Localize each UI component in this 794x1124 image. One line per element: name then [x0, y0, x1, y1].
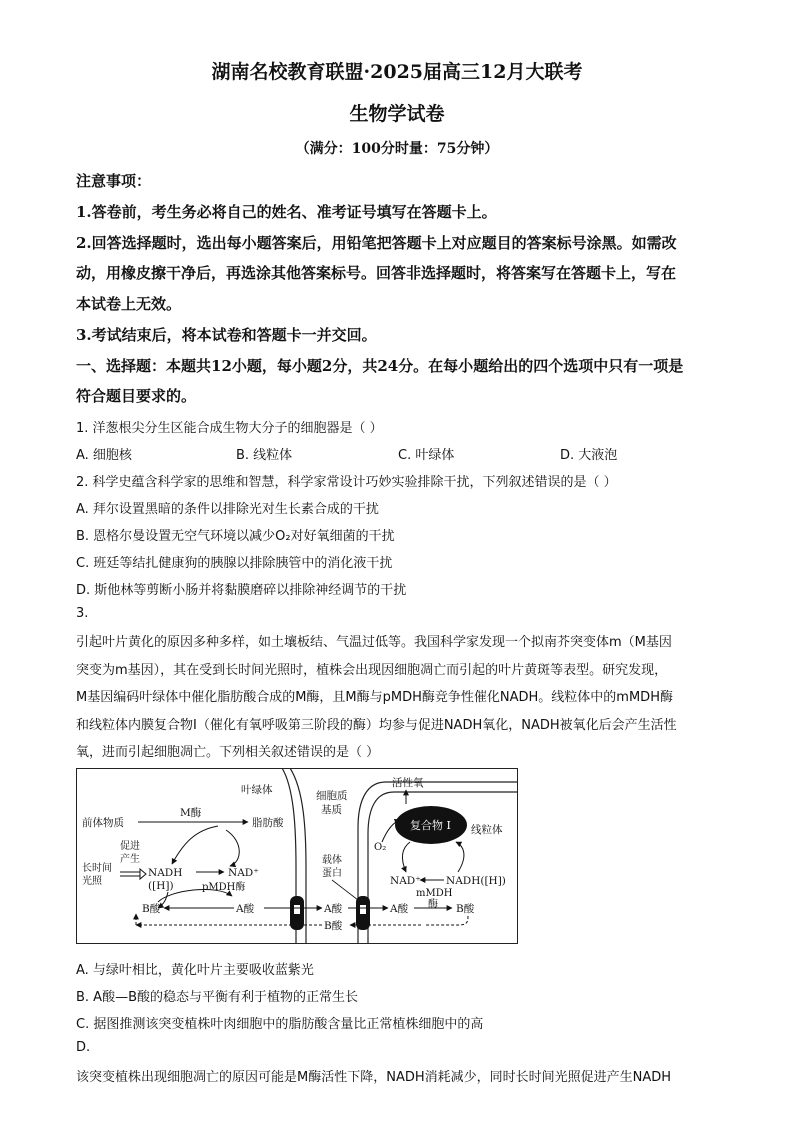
label-mmdh-1: mMDH — [416, 888, 453, 899]
question-3-number: 3. — [76, 606, 89, 621]
label-a-acid-left: A酸 — [236, 903, 255, 915]
label-nad-right: NAD⁺ — [390, 875, 421, 887]
question-3-para-line-4: 和线粒体内膜复合物I（催化有氧呼吸第三阶段的酶）均参与促进NADH氧化，NADH被氧化后会产生活性 — [76, 718, 677, 733]
label-b-acid-mid: B酸 — [324, 920, 343, 932]
question-2-option-c: C. 班廷等结扎健康狗的胰腺以排除胰管中的消化液干扰 — [76, 556, 393, 571]
label-cytoplasm-1: 细胞质 — [316, 790, 348, 802]
label-o2: O₂ — [374, 842, 387, 853]
question-1-option-c: C. 叶绿体 — [398, 448, 455, 463]
label-mmdh-2: 酶 — [428, 899, 438, 910]
question-3-option-d-text: 该突变植株出现细胞凋亡的原因可能是M酶活性下降，NADH消耗减少，同时长时间光照促进产生NADH — [76, 1070, 672, 1085]
label-nad-left: NAD⁺ — [228, 867, 259, 879]
question-3-para-line-1: 引起叶片黄化的原因多种多样，如土壤板结、气温过低等。我国科学家发现一个拟南芥突变体m（M基因 — [76, 635, 672, 650]
label-long-light-1: 长时间 — [82, 863, 112, 874]
label-mitochondrion: 线粒体 — [471, 824, 503, 836]
question-3-option-c: C. 据图推测该突变植株叶肉细胞中的脂肪酸含量比正常植株细胞中的高 — [76, 1017, 484, 1032]
note-3: 3.考试结束后，将本试卷和答题卡一并交回。 — [76, 326, 377, 344]
question-3-para-line-3: M基因编码叶绿体中催化脂肪酸合成的M酶，且M酶与pMDH酶竞争性催化NADH。线粒体中的mMDH酶 — [76, 690, 673, 705]
note-2-line-3: 本试卷上无效。 — [76, 295, 182, 313]
label-promote: 促进 — [120, 841, 140, 852]
label-long-light-2: 光照 — [82, 876, 102, 887]
question-2-option-d: D. 斯他林等剪断小肠并将黏膜磨碎以排除神经调节的干扰 — [76, 583, 407, 598]
question-2-option-a: A. 拜尔设置黑暗的条件以排除光对生长素合成的干扰 — [76, 502, 379, 517]
section-heading-line-2: 符合题目要求的。 — [76, 387, 197, 405]
label-precursor: 前体物质 — [82, 817, 124, 829]
label-nadh-right: NADH([H]) — [446, 875, 506, 887]
label-chloroplast: 叶绿体 — [241, 784, 273, 796]
label-carrier-2: 蛋白 — [322, 868, 342, 879]
label-b-acid-right: B酸 — [456, 903, 475, 915]
exam-title: 湖南名校教育联盟·2025届高三12月大联考 — [211, 61, 583, 83]
question-3-option-a: A. 与绿叶相比，黄化叶片主要吸收蓝紫光 — [76, 963, 314, 978]
question-1-option-d: D. 大液泡 — [560, 448, 618, 463]
label-ros: 活性氧 — [392, 777, 424, 789]
question-1-option-b: B. 线粒体 — [236, 448, 293, 463]
label-b-acid-left: B酸 — [142, 903, 161, 915]
question-3-para-line-5: 氧，进而引起细胞凋亡。下列相关叙述错误的是（ ） — [76, 745, 380, 760]
label-cytoplasm-2: 基质 — [321, 804, 342, 816]
label-carrier-1: 载体 — [322, 855, 342, 866]
note-2-line-2: 动，用橡皮擦干净后，再选涂其他答案标号。回答非选择题时，将答案写在答题卡上，写在 — [76, 264, 677, 282]
subject-title: 生物学试卷 — [349, 103, 445, 125]
label-a-acid-right: A酸 — [390, 903, 409, 915]
question-2-stem: 2. 科学史蕴含科学家的思维和智慧，科学家常设计巧妙实验排除干扰，下列叙述错误的是（ ） — [76, 475, 617, 490]
note-2-line-1: 2.回答选择题时，选出每小题答案后，用铅笔把答题卡上对应题目的答案标号涂黑。如需改 — [76, 234, 677, 252]
metabolism-diagram — [76, 768, 518, 944]
label-nadh-left-h: ([H]) — [148, 880, 174, 892]
question-3-para-line-2: 突变为m基因），其在受到长时间光照时，植株会出现因细胞凋亡而引起的叶片黄斑等表型。研究发现， — [76, 663, 668, 678]
label-m-enzyme: M酶 — [180, 807, 202, 819]
transporter-chloroplast-slot — [294, 905, 300, 914]
question-3-option-d: D. — [76, 1040, 91, 1055]
question-1-option-a: A. 细胞核 — [76, 448, 132, 463]
question-1-stem: 1. 洋葱根尖分生区能合成生物大分子的细胞器是（ ） — [76, 421, 383, 436]
label-produce: 产生 — [120, 854, 140, 865]
section-heading-line-1: 一、选择题：本题共12小题，每小题2分，共24分。在每小题给出的四个选项中只有一项是 — [76, 357, 684, 375]
exam-meta: （满分：100分时量：75分钟） — [295, 141, 499, 157]
notes-heading: 注意事项： — [76, 172, 152, 190]
label-nadh-left: NADH — [148, 867, 183, 879]
label-complex-i: 复合物 I — [410, 819, 451, 832]
question-2-option-b: B. 恩格尔曼设置无空气环境以减少O₂对好氧细菌的干扰 — [76, 529, 395, 544]
label-pmdh: pMDH酶 — [202, 882, 246, 893]
note-1: 1.答卷前，考生务必将自己的姓名、准考证号填写在答题卡上。 — [76, 203, 497, 221]
transporter-mitochondrion-slot — [360, 905, 366, 914]
label-a-acid-mid: A酸 — [324, 903, 343, 915]
question-3-option-b: B. A酸—B酸的稳态与平衡有利于植物的正常生长 — [76, 990, 358, 1005]
label-fatty-acid: 脂肪酸 — [252, 817, 284, 829]
